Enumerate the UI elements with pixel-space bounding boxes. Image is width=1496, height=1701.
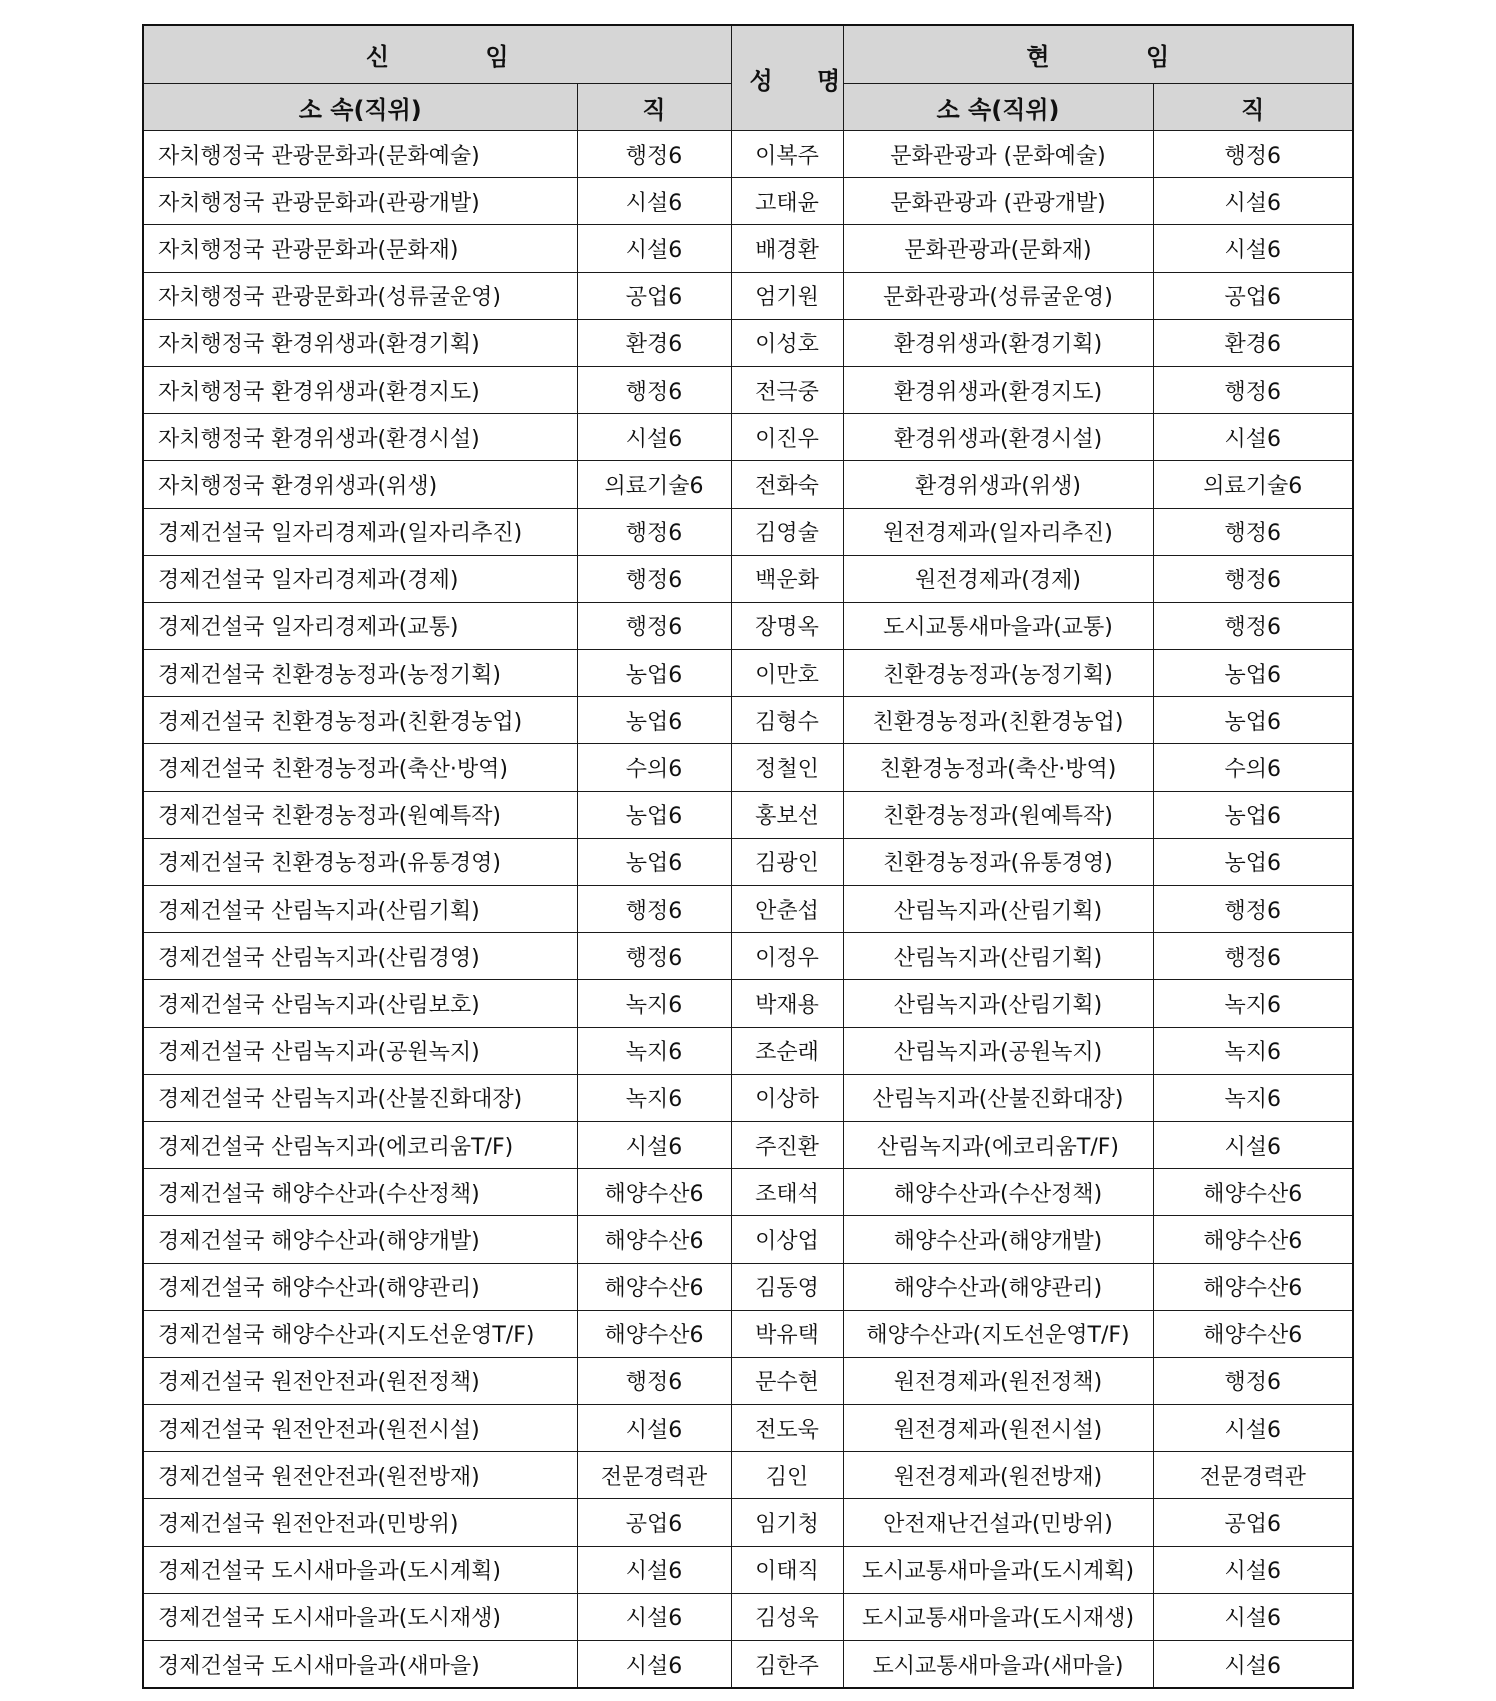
current-rank-cell: 전문경력관 [1153, 1452, 1353, 1499]
current-rank-cell: 녹지6 [1153, 1027, 1353, 1074]
current-rank-cell: 행정6 [1153, 131, 1353, 178]
new-rank-cell: 시설6 [577, 225, 731, 272]
new-dept-cell: 자치행정국 환경위생과(환경시설) [143, 414, 577, 461]
table-row [143, 225, 1353, 272]
name-cell: 김인 [731, 1452, 843, 1499]
current-dept-cell: 문화관광과(성류굴운영) [843, 272, 1153, 319]
current-rank-cell: 시설6 [1153, 1593, 1353, 1640]
current-rank-cell: 시설6 [1153, 414, 1353, 461]
new-dept-cell: 경제건설국 도시새마을과(도시계획) [143, 1546, 577, 1593]
new-dept-cell: 자치행정국 관광문화과(관광개발) [143, 178, 577, 225]
new-dept-cell: 경제건설국 친환경농정과(유통경영) [143, 838, 577, 885]
name-cell: 전극중 [731, 366, 843, 413]
current-dept-cell: 해양수산과(지도선운영T/F) [843, 1310, 1153, 1357]
current-dept-cell: 안전재난건설과(민방위) [843, 1499, 1153, 1546]
new-rank-cell: 행정6 [577, 131, 731, 178]
table-row [143, 1546, 1353, 1593]
current-dept-cell: 산림녹지과(산림기획) [843, 886, 1153, 933]
current-dept-cell: 문화관광과(문화재) [843, 225, 1153, 272]
new-dept-cell: 경제건설국 친환경농정과(농정기획) [143, 650, 577, 697]
current-rank-cell: 행정6 [1153, 366, 1353, 413]
table-row [143, 1121, 1353, 1168]
new-rank-cell: 시설6 [577, 1593, 731, 1640]
new-dept-cell: 경제건설국 친환경농정과(친환경농업) [143, 697, 577, 744]
current-rank-cell: 시설6 [1153, 178, 1353, 225]
table-row [143, 272, 1353, 319]
name-cell: 이성호 [731, 319, 843, 366]
current-dept-cell: 환경위생과(환경지도) [843, 366, 1153, 413]
current-rank-cell: 해양수산6 [1153, 1310, 1353, 1357]
current-dept-cell: 환경위생과(위생) [843, 461, 1153, 508]
current-dept-cell: 친환경농정과(축산·방역) [843, 744, 1153, 791]
name-cell: 엄기원 [731, 272, 843, 319]
new-rank-cell: 해양수산6 [577, 1310, 731, 1357]
current-dept-cell: 친환경농정과(원예특작) [843, 791, 1153, 838]
current-rank-cell: 시설6 [1153, 1641, 1353, 1689]
table-row [143, 1074, 1353, 1121]
new-rank-cell: 전문경력관 [577, 1452, 731, 1499]
name-cell: 김성욱 [731, 1593, 843, 1640]
table-header [143, 25, 1353, 131]
current-rank-cell: 농업6 [1153, 697, 1353, 744]
new-dept-cell: 경제건설국 산림녹지과(산림보호) [143, 980, 577, 1027]
new-rank-cell: 농업6 [577, 650, 731, 697]
new-rank-cell: 의료기술6 [577, 461, 731, 508]
table-row [143, 744, 1353, 791]
name-cell: 조태석 [731, 1169, 843, 1216]
new-dept-cell: 경제건설국 산림녹지과(공원녹지) [143, 1027, 577, 1074]
table-row [143, 1405, 1353, 1452]
table-row [143, 1310, 1353, 1357]
new-dept-cell: 경제건설국 친환경농정과(원예특작) [143, 791, 577, 838]
current-rank-cell: 행정6 [1153, 508, 1353, 555]
table-row [143, 933, 1353, 980]
new-rank-cell: 시설6 [577, 1641, 731, 1689]
new-dept-cell: 자치행정국 관광문화과(성류굴운영) [143, 272, 577, 319]
name-cell: 배경환 [731, 225, 843, 272]
name-cell: 박재용 [731, 980, 843, 1027]
table-row [143, 1216, 1353, 1263]
table-row [143, 1169, 1353, 1216]
new-dept-cell: 경제건설국 원전안전과(원전방재) [143, 1452, 577, 1499]
current-dept-cell: 친환경농정과(농정기획) [843, 650, 1153, 697]
name-cell: 백운화 [731, 555, 843, 602]
current-dept-cell: 해양수산과(해양개발) [843, 1216, 1153, 1263]
name-header: 성 명 [731, 25, 843, 131]
current-dept-cell: 도시교통새마을과(교통) [843, 602, 1153, 649]
current-dept-cell: 도시교통새마을과(도시재생) [843, 1593, 1153, 1640]
new-dept-cell: 자치행정국 관광문화과(문화예술) [143, 131, 577, 178]
current-rank-cell: 행정6 [1153, 886, 1353, 933]
current-rank-cell: 녹지6 [1153, 1074, 1353, 1121]
current-dept-header: 소 속(직위) [843, 84, 1153, 131]
new-rank-cell: 행정6 [577, 508, 731, 555]
name-cell: 박유택 [731, 1310, 843, 1357]
table-row [143, 602, 1353, 649]
current-dept-cell: 산림녹지과(에코리움T/F) [843, 1121, 1153, 1168]
current-dept-cell: 해양수산과(수산정책) [843, 1169, 1153, 1216]
new-rank-cell: 녹지6 [577, 1027, 731, 1074]
table-row [143, 791, 1353, 838]
current-rank-cell: 시설6 [1153, 225, 1353, 272]
new-dept-cell: 경제건설국 일자리경제과(일자리추진) [143, 508, 577, 555]
table-row [143, 461, 1353, 508]
current-rank-cell: 시설6 [1153, 1405, 1353, 1452]
current-rank-cell: 의료기술6 [1153, 461, 1353, 508]
new-rank-cell: 녹지6 [577, 980, 731, 1027]
current-rank-cell: 행정6 [1153, 602, 1353, 649]
new-rank-cell: 농업6 [577, 791, 731, 838]
current-rank-cell: 시설6 [1153, 1121, 1353, 1168]
table-row [143, 1452, 1353, 1499]
name-cell: 이정우 [731, 933, 843, 980]
name-cell: 조순래 [731, 1027, 843, 1074]
current-dept-cell: 산림녹지과(산불진화대장) [843, 1074, 1153, 1121]
table-body [143, 131, 1353, 1689]
table-row [143, 178, 1353, 225]
current-dept-cell: 산림녹지과(산림기획) [843, 933, 1153, 980]
name-cell: 이진우 [731, 414, 843, 461]
new-dept-cell: 경제건설국 도시새마을과(새마을) [143, 1641, 577, 1689]
current-rank-cell: 해양수산6 [1153, 1169, 1353, 1216]
name-cell: 임기청 [731, 1499, 843, 1546]
name-cell: 김한주 [731, 1641, 843, 1689]
current-rank-cell: 해양수산6 [1153, 1263, 1353, 1310]
table-row [143, 414, 1353, 461]
table-row [143, 886, 1353, 933]
new-rank-cell: 공업6 [577, 272, 731, 319]
new-dept-cell: 경제건설국 도시새마을과(도시재생) [143, 1593, 577, 1640]
current-dept-cell: 문화관광과 (관광개발) [843, 178, 1153, 225]
current-dept-cell: 문화관광과 (문화예술) [843, 131, 1153, 178]
table-row [143, 980, 1353, 1027]
current-dept-cell: 도시교통새마을과(도시계획) [843, 1546, 1153, 1593]
new-dept-cell: 경제건설국 해양수산과(지도선운영T/F) [143, 1310, 577, 1357]
new-rank-cell: 해양수산6 [577, 1169, 731, 1216]
new-rank-cell: 시설6 [577, 1546, 731, 1593]
new-rank-cell: 시설6 [577, 1405, 731, 1452]
name-cell: 김영술 [731, 508, 843, 555]
table-row [143, 1641, 1353, 1689]
new-dept-cell: 경제건설국 산림녹지과(산불진화대장) [143, 1074, 577, 1121]
new-rank-cell: 농업6 [577, 697, 731, 744]
new-dept-cell: 자치행정국 환경위생과(환경지도) [143, 366, 577, 413]
current-dept-cell: 도시교통새마을과(새마을) [843, 1641, 1153, 1689]
current-rank-cell: 공업6 [1153, 272, 1353, 319]
current-dept-cell: 친환경농정과(친환경농업) [843, 697, 1153, 744]
current-rank-cell: 농업6 [1153, 791, 1353, 838]
new-rank-header: 직 [577, 84, 731, 131]
table-row [143, 508, 1353, 555]
new-rank-cell: 행정6 [577, 366, 731, 413]
new-rank-cell: 수의6 [577, 744, 731, 791]
current-rank-header: 직 [1153, 84, 1353, 131]
current-rank-cell: 공업6 [1153, 1499, 1353, 1546]
table-row [143, 1593, 1353, 1640]
new-dept-cell: 자치행정국 환경위생과(환경기획) [143, 319, 577, 366]
new-rank-cell: 행정6 [577, 933, 731, 980]
current-dept-cell: 환경위생과(환경기획) [843, 319, 1153, 366]
new-rank-cell: 농업6 [577, 838, 731, 885]
new-dept-cell: 경제건설국 친환경농정과(축산·방역) [143, 744, 577, 791]
current-rank-cell: 시설6 [1153, 1546, 1353, 1593]
table-row [143, 697, 1353, 744]
current-dept-cell: 원전경제과(원전시설) [843, 1405, 1153, 1452]
name-cell: 홍보선 [731, 791, 843, 838]
header-row-groups [143, 25, 1353, 84]
new-dept-cell: 경제건설국 원전안전과(민방위) [143, 1499, 577, 1546]
current-rank-cell: 행정6 [1153, 555, 1353, 602]
current-rank-cell: 환경6 [1153, 319, 1353, 366]
current-dept-cell: 산림녹지과(공원녹지) [843, 1027, 1153, 1074]
new-rank-cell: 녹지6 [577, 1074, 731, 1121]
current-rank-cell: 해양수산6 [1153, 1216, 1353, 1263]
table-row [143, 319, 1353, 366]
new-rank-cell: 행정6 [577, 555, 731, 602]
current-dept-cell: 원전경제과(경제) [843, 555, 1153, 602]
new-dept-cell: 경제건설국 일자리경제과(교통) [143, 602, 577, 649]
name-cell: 이상하 [731, 1074, 843, 1121]
table-row [143, 555, 1353, 602]
name-cell: 고태윤 [731, 178, 843, 225]
new-dept-cell: 경제건설국 일자리경제과(경제) [143, 555, 577, 602]
current-dept-cell: 원전경제과(원전정책) [843, 1357, 1153, 1404]
new-dept-cell: 경제건설국 해양수산과(수산정책) [143, 1169, 577, 1216]
new-rank-cell: 행정6 [577, 886, 731, 933]
new-appointment-header: 신 임 [143, 25, 731, 84]
current-dept-cell: 원전경제과(원전방재) [843, 1452, 1153, 1499]
table-row [143, 366, 1353, 413]
new-rank-cell: 행정6 [577, 1357, 731, 1404]
new-dept-cell: 경제건설국 산림녹지과(산림기획) [143, 886, 577, 933]
name-cell: 주진환 [731, 1121, 843, 1168]
new-dept-cell: 경제건설국 원전안전과(원전정책) [143, 1357, 577, 1404]
name-cell: 안춘섭 [731, 886, 843, 933]
name-cell: 김형수 [731, 697, 843, 744]
name-cell: 전도욱 [731, 1405, 843, 1452]
table-row [143, 1357, 1353, 1404]
table-row [143, 1263, 1353, 1310]
table-row [143, 1027, 1353, 1074]
name-cell: 김동영 [731, 1263, 843, 1310]
new-rank-cell: 공업6 [577, 1499, 731, 1546]
name-cell: 문수현 [731, 1357, 843, 1404]
new-rank-cell: 해양수산6 [577, 1263, 731, 1310]
current-dept-cell: 친환경농정과(유통경영) [843, 838, 1153, 885]
new-dept-cell: 경제건설국 원전안전과(원전시설) [143, 1405, 577, 1452]
current-dept-cell: 환경위생과(환경시설) [843, 414, 1153, 461]
new-rank-cell: 환경6 [577, 319, 731, 366]
table-row [143, 131, 1353, 178]
current-position-header: 현 임 [843, 25, 1353, 84]
current-rank-cell: 녹지6 [1153, 980, 1353, 1027]
new-dept-cell: 경제건설국 산림녹지과(산림경영) [143, 933, 577, 980]
current-dept-cell: 해양수산과(해양관리) [843, 1263, 1153, 1310]
current-rank-cell: 행정6 [1153, 1357, 1353, 1404]
new-dept-cell: 자치행정국 관광문화과(문화재) [143, 225, 577, 272]
current-rank-cell: 수의6 [1153, 744, 1353, 791]
table-row [143, 650, 1353, 697]
table-row [143, 1499, 1353, 1546]
current-dept-cell: 산림녹지과(산림기획) [843, 980, 1153, 1027]
current-rank-cell: 농업6 [1153, 650, 1353, 697]
name-cell: 김광인 [731, 838, 843, 885]
name-cell: 이만호 [731, 650, 843, 697]
table-row [143, 838, 1353, 885]
new-dept-header: 소 속(직위) [143, 84, 577, 131]
name-cell: 이태직 [731, 1546, 843, 1593]
name-cell: 정철인 [731, 744, 843, 791]
personnel-table [142, 24, 1354, 1689]
new-dept-cell: 자치행정국 환경위생과(위생) [143, 461, 577, 508]
name-cell: 이복주 [731, 131, 843, 178]
current-rank-cell: 행정6 [1153, 933, 1353, 980]
new-dept-cell: 경제건설국 해양수산과(해양관리) [143, 1263, 577, 1310]
current-rank-cell: 농업6 [1153, 838, 1353, 885]
new-rank-cell: 해양수산6 [577, 1216, 731, 1263]
new-rank-cell: 행정6 [577, 602, 731, 649]
name-cell: 이상업 [731, 1216, 843, 1263]
new-rank-cell: 시설6 [577, 178, 731, 225]
current-dept-cell: 원전경제과(일자리추진) [843, 508, 1153, 555]
new-dept-cell: 경제건설국 산림녹지과(에코리움T/F) [143, 1121, 577, 1168]
new-rank-cell: 시설6 [577, 414, 731, 461]
new-dept-cell: 경제건설국 해양수산과(해양개발) [143, 1216, 577, 1263]
name-cell: 장명옥 [731, 602, 843, 649]
name-cell: 전화숙 [731, 461, 843, 508]
new-rank-cell: 시설6 [577, 1121, 731, 1168]
